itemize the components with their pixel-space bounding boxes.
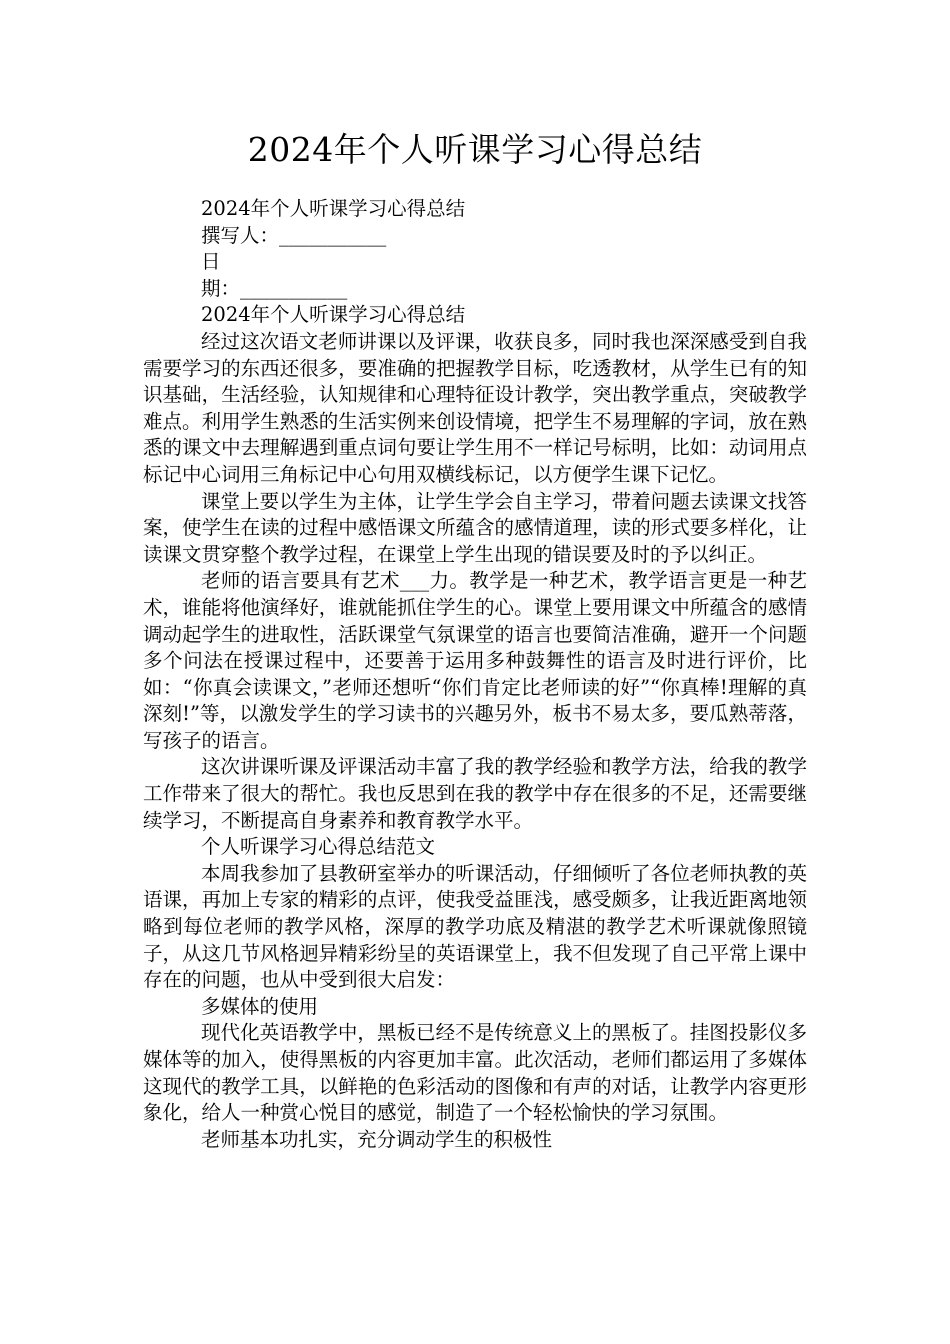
subheading-teacher-skills: 老师基本功扎实，充分调动学生的积极性 <box>201 1127 553 1151</box>
paragraph-2: 课堂上要以学生为主体，让学生学会自主学习，带着问题去读课文找答案，使学生在读的过程中感悟课文所蕴含的感情道理，读的形式要多样化，让读课文贯穿整个教学过程，在课堂上学生出现的错误要及时的予以纠正。 <box>143 489 807 566</box>
document-body <box>143 196 807 1153</box>
paragraph-1: 经过这次语文老师讲课以及评课，收获良多，同时我也深深感受到自我需要学习的东西还很多，要准确的把握教学目标，吃透教材，从学生已有的知识基础，生活经验，认知规律和心理特征设计教学，突出教学重点，突破教学难点。利用学生熟悉的生活实例来创设情境，把学生不易理解的字词，放在熟悉的课文中去理解遇到重点词句要让学生用不一样记号标明，比如：动词用点标记中心词用三角标记中心句用双横线标记，以方便学生课下记忆。 <box>143 329 807 486</box>
repeat-title: 2024年个人听课学习心得总结 <box>201 303 466 327</box>
paragraph-3: 老师的语言要具有艺术___力。教学是一种艺术，教学语言更是一种艺术，谁能将他演绎好，谁就能抓住学生的心。课堂上要用课文中所蕴含的感情调动起学生的进取性，活跃课堂气氛课堂的语言也要简洁准确，避开一个问题多个问法在授课过程中，还要善于运用多种鼓舞性的语言及时进行评价，比如：“你真会读课文，”老师还想听“你们肯定比老师读的好”“你真棒!理解的真深刻!”等，以激发学生的学习读书的兴趣另外，板书不易太多，要瓜熟蒂落，写孩子的语言。 <box>143 569 807 752</box>
paragraph-b2: 现代化英语教学中，黑板已经不是传统意义上的黑板了。挂图投影仪多媒体等的加入，使得黑板的内容更加丰富。此次活动，老师们都运用了多媒体这现代的教学工具，以鲜艳的色彩活动的图像和有声的对话，让教学内容更形象化，给人一种赏心悦目的感觉，制造了一个轻松愉快的学习氛围。 <box>143 1021 807 1125</box>
subtitle: 2024年个人听课学习心得总结 <box>201 197 466 220</box>
subheading-multimedia: 多媒体的使用 <box>201 994 319 1018</box>
date-line-2: 期：___________ <box>201 276 348 300</box>
date-line-1: 日 <box>201 250 221 274</box>
author-line: 撰写人：___________ <box>201 223 387 247</box>
section-heading: 个人听课学习心得总结范文 <box>201 835 436 859</box>
paragraph-4: 这次讲课听课及评课活动丰富了我的教学经验和教学方法，给我的教学工作带来了很大的帮忙。我也反思到在我的教学中存在很多的不足，还需要继续学习，不断提高自身素养和教育教学水平。 <box>143 755 807 832</box>
document-title: 2024年个人听课学习心得总结 <box>247 130 703 169</box>
paragraph-b1: 本周我参加了县教研室举办的听课活动，仔细倾听了各位老师执教的英语课，再加上专家的精彩的点评，使我受益匪浅，感受颇多，让我近距离地领略到每位老师的教学风格，深厚的教学功底及精湛的教学艺术听课就像照镜子，从这几节风格迥异精彩纷呈的英语课堂上，我不但发现了自己平常上课中存在的问题，也从中受到很大启发： <box>143 861 807 992</box>
